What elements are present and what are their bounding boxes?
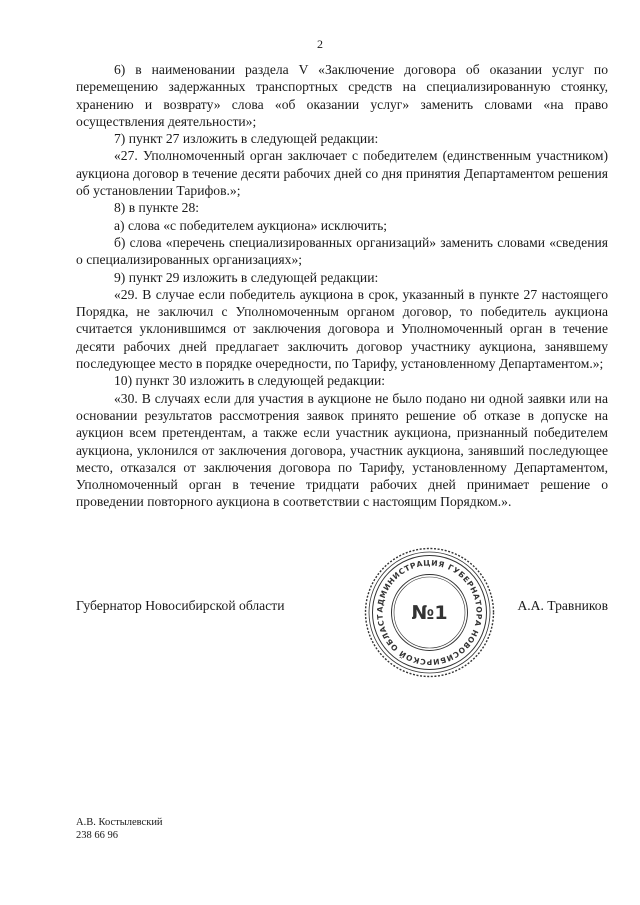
seal-center-text: №1 [411,602,448,624]
paragraph-clause-29: «29. В случае если победитель аукциона в срок, указанный в пункте 27 настоящего Порядка, не заключил с Уполномоченным органом договор, то победитель аукциона считается уклонившимся от заключения договора и Уполномоченный орган в течение десяти рабочих дней предлагает заключить договор участнику аукциона, занявшему последующее место в порядке очередности, по Тарифу, установленному Департаментом.»; [76,286,608,372]
signatory-name: А.А. Травников [517,598,608,613]
footer-contact [76,816,163,842]
paragraph-item-8a: а) слова «с победителем аукциона» исключить; [114,217,388,233]
paragraph-item-8b: б) слова «перечень специализированных организаций» заменить словами «сведения о специализированных организациях»; [76,234,608,268]
author-name: А.В. Костылевский [76,817,163,828]
paragraph-clause-27: «27. Уполномоченный орган заключает с победителем (единственным участником) аукциона договор в течение десяти рабочих дней со дня принятия Департаментом решения об установлении Тарифов.»; [76,148,608,199]
paragraph-clause-30: «30. В случаях если для участия в аукционе не было подано ни одной заявки или на основании результатов рассмотрения заявок принято решение об отказе в допуске на аукцион всем претендентам, а также если участник аукциона, признанный победителем аукциона, уклонился от заключения договора, участник аукциона, занявший последующее место, отказался от заключения договора по Тарифу, установленному Департаментом, Уполномоченный орган в течение тридцати рабочих дней принимает решение о проведении повторного аукциона в соответствии с настоящим Порядком.». [76,390,608,510]
document-body [76,61,608,511]
seal-outer-text: АДМИНИСТРАЦИЯ ГУБЕРНАТОРА НОВОСИБИРСКОЙ ОБЛАСТ [375,558,484,667]
signatory-title: Губернатор Новосибирской области [76,598,285,613]
author-phone: 238 66 96 [76,830,118,841]
paragraph-item-10: 10) пункт 30 изложить в следующей редакции: [114,373,386,389]
seal-graphic [363,546,496,679]
page-number: 2 [317,37,323,51]
official-seal-stamp [363,546,496,679]
paragraph-item-6: 6) в наименовании раздела V «Заключение договора об оказании услуг по перемещению задержанных транспортных средств на специализированную стоянку, хранению и возврату» слова «об оказании услуг» заменить словами «на право осуществления деятельности»; [76,62,608,129]
signature-block [76,598,608,618]
paragraph-item-8: 8) в пункте 28: [114,200,200,216]
paragraph-item-7: 7) пункт 27 изложить в следующей редакции: [114,131,379,147]
paragraph-item-9: 9) пункт 29 изложить в следующей редакции: [114,269,379,285]
